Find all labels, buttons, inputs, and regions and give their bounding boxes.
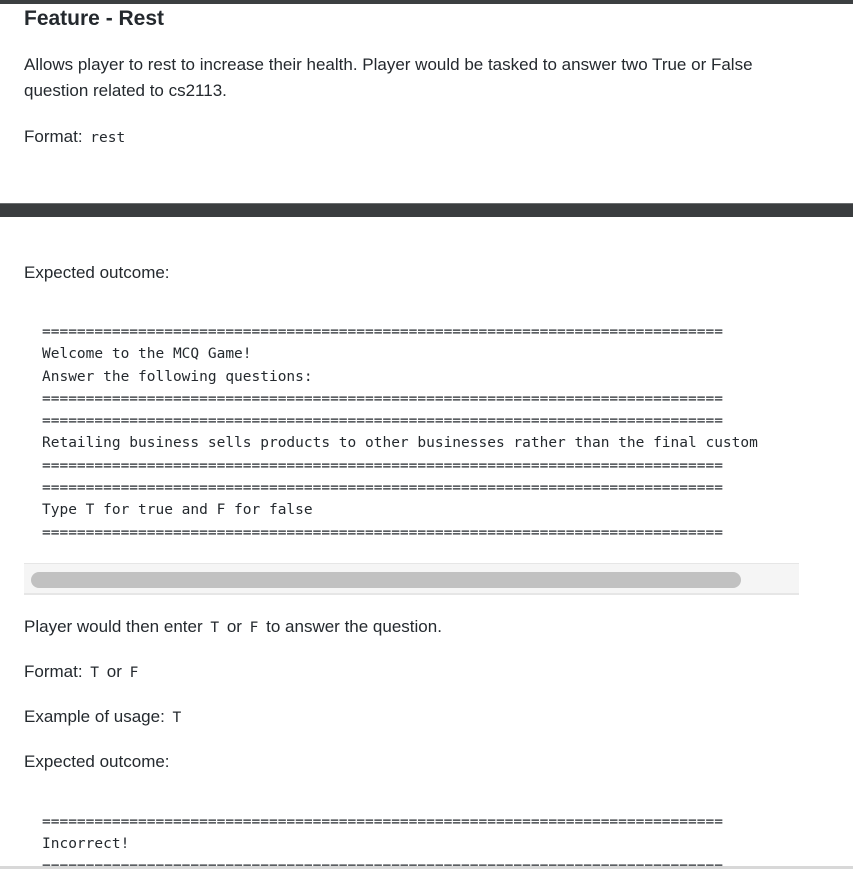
- answer-format-line: [24, 659, 141, 686]
- code-line: ==============================================================================: [42, 457, 723, 474]
- answer-format-or: or: [106, 662, 122, 681]
- scrollbar-thumb[interactable]: [31, 572, 741, 588]
- answer-code-f: F: [249, 620, 259, 636]
- section-title: Feature - Rest: [24, 7, 165, 30]
- second-expected-outcome-label: Expected outcome:: [24, 752, 170, 771]
- section-separator: [0, 203, 853, 217]
- horizontal-scrollbar[interactable]: [24, 563, 799, 595]
- code-line: ==============================================================================: [42, 390, 723, 407]
- bottom-divider: [0, 866, 853, 869]
- answer-format-label: Format:: [24, 662, 83, 681]
- second-outcome-code-block[interactable]: [24, 811, 799, 866]
- expected-outcome-label: Expected outcome:: [24, 263, 170, 282]
- example-usage-line: [24, 704, 184, 731]
- answer-format-t: T: [90, 665, 100, 681]
- code-line: ==============================================================================: [42, 413, 723, 430]
- answer-text-before: Player would then enter: [24, 617, 203, 636]
- code-line: Retailing business sells products to other businesses rather than the final custom: [42, 435, 758, 452]
- expected-outcome-code-block[interactable]: [24, 321, 799, 543]
- answer-format-f: F: [129, 665, 139, 681]
- code-line: ==============================================================================: [42, 814, 723, 830]
- format-line: [24, 124, 128, 151]
- code-line: Incorrect!: [42, 836, 130, 853]
- code-line: Welcome to the MCQ Game!: [42, 346, 252, 363]
- answer-text-or: or: [226, 617, 242, 636]
- code-line: ==============================================================================: [42, 324, 723, 340]
- example-usage-label: Example of usage:: [24, 707, 165, 726]
- format-code: rest: [90, 130, 126, 146]
- feature-description: Allows player to rest to increase their health. Player would be tasked to answer two True or False question related to cs2113.: [24, 55, 753, 100]
- code-line: Type T for true and F for false: [42, 502, 313, 519]
- code-line: ==============================================================================: [42, 480, 723, 497]
- top-divider: [0, 0, 853, 4]
- code-line: Answer the following questions:: [42, 368, 313, 385]
- example-usage-code: T: [172, 710, 182, 726]
- answer-code-t: T: [210, 620, 220, 636]
- answer-instruction: [24, 614, 442, 641]
- code-line: ==============================================================================: [42, 524, 723, 541]
- format-label: Format:: [24, 127, 83, 146]
- answer-text-after: to answer the question.: [266, 617, 442, 636]
